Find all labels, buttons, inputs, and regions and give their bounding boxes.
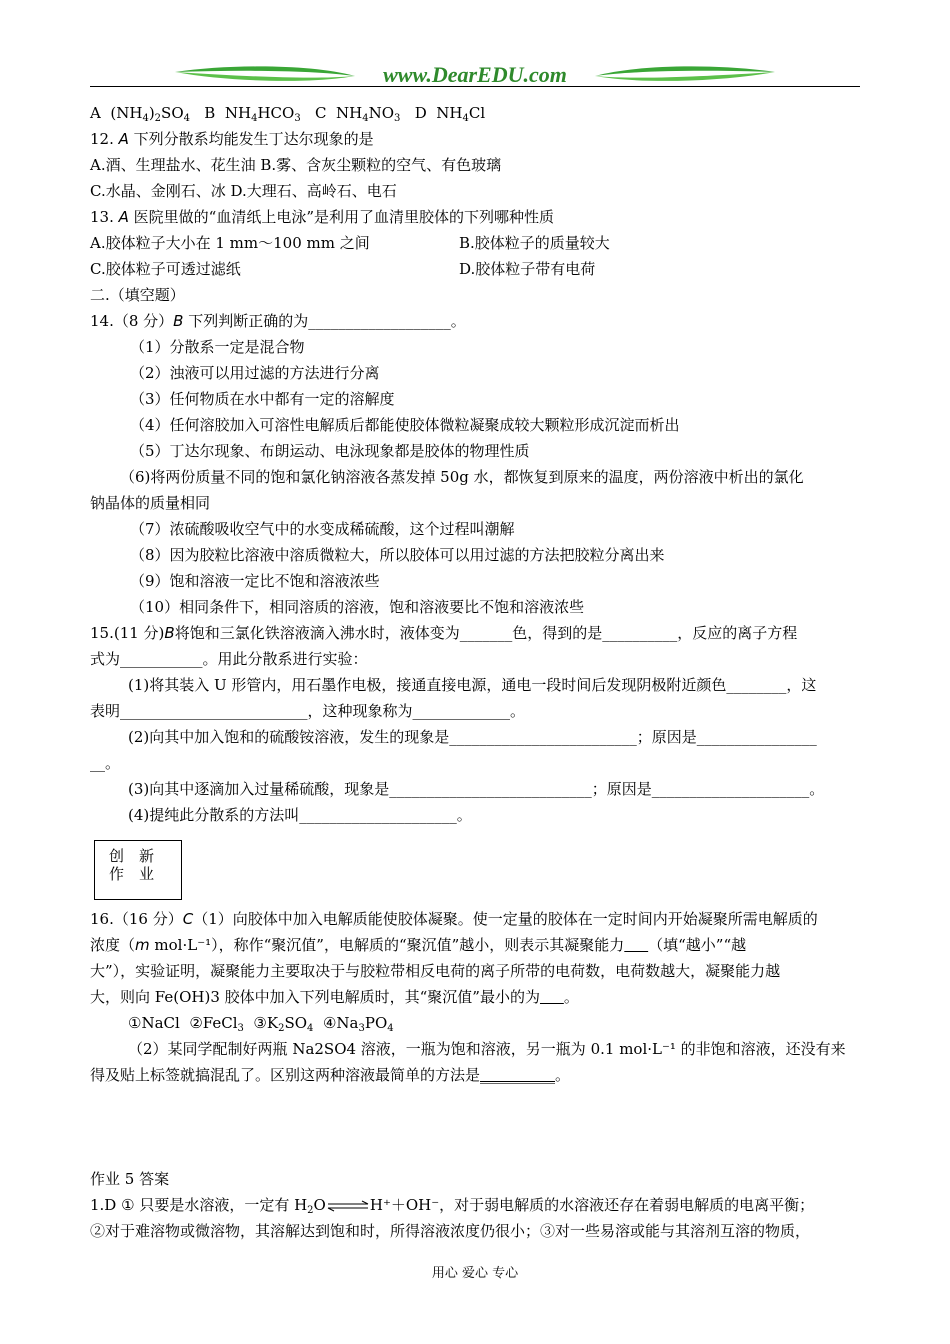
q14-item: （7）浓硫酸吸收空气中的水变成稀硫酸，这个过程叫潮解 [130, 520, 515, 538]
q15-part2-cont: __。 [90, 754, 121, 772]
box-char: 业 [139, 865, 155, 883]
page-footer: 用心 爱心 专心 [431, 1266, 519, 1281]
q16-line3: 大”），实验证明，凝聚能力主要取决于与胶粒带相反电荷的离子所带的电荷数，电荷数越大，凝聚能力越 [90, 962, 781, 980]
q12-options-cd: C.水晶、金刚石、冰 D.大理石、高岭石、电石 [90, 182, 397, 200]
q15-part1: (1)将其装入 U 形管内，用石墨作电极，接通直接电源，通电一段时间后发现阴极附近颜色________，这 [128, 676, 817, 694]
q15-stem-cont: 式为___________。用此分散系进行实验： [90, 650, 368, 668]
q15-stem: 15.(11 分)B将饱和三氯化铁溶液滴入沸水时，液体变为_______色，得到的是__________，反应的离子方程 [90, 624, 798, 642]
q13-option-b: B.胶体粒子的质量较大 [459, 234, 610, 252]
q14-item-6: （6)将两份质量不同的饱和氯化钠溶液各蒸发掉 50g 水，都恢复到原来的温度，两份溶液中析出的氯化 [120, 468, 804, 486]
answer-1-cont: ②对于难溶物或微溶物，其溶解达到饱和时，所得溶液浓度仍很小；③对一些易溶或能与其溶剂互溶的物质， [90, 1222, 811, 1240]
q16-line4: 大，则向 Fe(OH)3 胶体中加入下列电解质时，其“聚沉值”最小的为 。 [90, 988, 579, 1006]
q14-item: （8）因为胶粒比溶液中溶质微粒大，所以胶体可以用过滤的方法把胶粒分离出来 [130, 546, 665, 564]
q14-stem: 14.（8 分）B 下列判断正确的为___________________。 [90, 312, 466, 330]
section-fill-blank: 二.（填空题） [90, 286, 185, 304]
site-name: www.DearEDU.com [383, 62, 567, 87]
equilibrium-arrow-icon [326, 1200, 370, 1212]
q15-part1-cont: 表明_________________________，这种现象称为_____________。 [90, 702, 526, 720]
box-char: 作 [109, 865, 125, 883]
q13-option-a: A.胶体粒子大小在 1 mm～100 mm 之间 [90, 234, 370, 252]
q15-part4: (4)提纯此分散系的方法叫_____________________。 [128, 806, 472, 824]
q16-stem: 16.（16 分）C（1）向胶体中加入电解质能使胶体凝聚。使一定量的胶体在一定时间内开始凝聚所需电解质的 [90, 910, 818, 928]
q15-part2: (2)向其中加入饱和的硫酸铵溶液，发生的现象是_________________________；原因是________________ [128, 728, 817, 746]
q16-line2: 浓度（m mol·L⁻¹），称作“聚沉值”，电解质的“聚沉值”越小，则表示其凝聚能力 （填“越小”“越 [90, 936, 747, 954]
answers-title: 作业 5 答案 [90, 1170, 170, 1188]
q16-part2-cont: 得及贴上标签就搞混乱了。区别这两种溶液最简单的方法是__________。 [90, 1066, 571, 1084]
q12-stem: 12. A 下列分散系均能发生丁达尔现象的是 [90, 130, 374, 148]
box-char: 新 [139, 847, 155, 865]
innovation-homework-box [94, 840, 182, 900]
box-char: 创 [109, 847, 125, 865]
answer-1: 1.D ① 只要是水溶液，一定有 $H_2O$ H⁺＋OH⁻，对于弱电解质的水溶液还存在着弱电解质的电离平衡； [90, 1196, 815, 1216]
q14-item: （1）分散系一定是混合物 [130, 338, 305, 356]
q14-item: （2）浊液可以用过滤的方法进行分离 [130, 364, 380, 382]
header-rule [90, 86, 860, 87]
q14-item: （5）丁达尔现象、布朗运动、电泳现象都是胶体的物理性质 [130, 442, 530, 460]
q13-option-d: D.胶体粒子带有电荷 [459, 260, 596, 278]
q14-item-6-cont: 钠晶体的质量相同 [90, 494, 211, 512]
q13-option-c: C.胶体粒子可透过滤纸 [90, 260, 241, 278]
q14-item: （10）相同条件下，相同溶质的溶液，饱和溶液要比不饱和溶液浓些 [130, 598, 585, 616]
q16-part2: （2）某同学配制好两瓶 Na2SO4 溶液，一瓶为饱和溶液，另一瓶为 0.1 mol·L⁻¹ 的非饱和溶液，还没有来 [128, 1040, 846, 1058]
q14-item: （4）任何溶胶加入可溶性电解质后都能使胶体微粒凝聚成较大颗粒形成沉淀而析出 [130, 416, 680, 434]
q16-options: ①NaCl ②FeCl$_3$ $③K_2SO_4$ $④Na_3PO_4$ [128, 1014, 394, 1034]
q14-item: （9）饱和溶液一定比不饱和溶液浓些 [130, 572, 380, 590]
q12-options-ab: A.酒、生理盐水、花生油 B.雾、含灰尘颗粒的空气、有色玻璃 [90, 156, 502, 174]
q15-part3: (3)向其中逐滴加入过量稀硫酸，现象是___________________________；原因是_____________________。 [128, 780, 825, 798]
q13-stem: 13. A 医院里做的“血清纸上电泳”是利用了血清里胶体的下列哪种性质 [90, 208, 555, 226]
q11-options: A $(NH_4)_2SO_4$ B $NH_4HCO_3$ C $NH_4NO_3$ D $NH_4Cl$ [90, 104, 486, 124]
q14-item: （3）任何物质在水中都有一定的溶解度 [130, 390, 395, 408]
